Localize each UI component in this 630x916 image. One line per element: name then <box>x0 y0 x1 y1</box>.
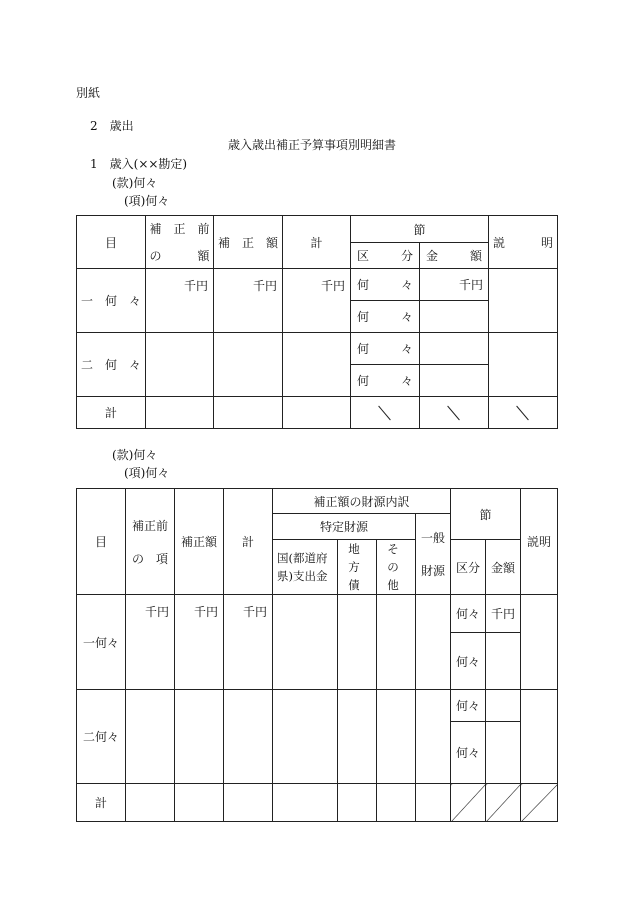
row1-kei-unit: 千円 <box>283 269 351 333</box>
header-kubun <box>351 243 420 269</box>
row1-setsu-2 <box>351 301 420 333</box>
t2-row1-kuni <box>273 595 338 690</box>
row1-s1-b: 々 <box>400 278 413 292</box>
t2-row2-setsumei <box>521 690 558 784</box>
t2-header-hosei: 補正額 <box>175 489 224 595</box>
t2-row1-ippan <box>416 595 451 690</box>
header-kingaku-a: 金 <box>426 249 439 263</box>
t2-header-chihou: 地方債 <box>338 540 377 595</box>
t2-total-kingaku-diagonal <box>486 784 521 822</box>
header-setsu: 節 <box>351 216 489 243</box>
t2-row2-moku: 二何々 <box>77 690 126 784</box>
row2-hosei <box>214 333 283 397</box>
t2-row2-ippan <box>416 690 451 784</box>
row2-kingaku-2 <box>420 365 489 397</box>
t2-row2-kuni <box>273 690 338 784</box>
t2-row2-kubun-1: 何々 <box>451 690 486 722</box>
row2-moku: 二 何 々 <box>77 333 146 397</box>
header-kingaku <box>420 243 489 269</box>
t2-row1-moku: 一何々 <box>77 595 126 690</box>
t2-total-chihou <box>338 784 377 822</box>
total-before <box>146 397 214 429</box>
header-before-line2: の 額 <box>149 249 210 263</box>
section-label: 2 歳出 <box>90 119 134 133</box>
row2-s1-b: 々 <box>400 342 413 356</box>
t2-row2-kubun-2: 何々 <box>451 722 486 784</box>
t2-header-sonota: その他 <box>377 540 416 595</box>
row1-s2-a: 何 <box>357 310 370 324</box>
total-kingaku-slash <box>420 397 489 429</box>
header-kubun-b: 分 <box>400 249 413 263</box>
t2-header-moku: 目 <box>77 489 126 595</box>
t2-total-setsumei-diagonal <box>521 784 558 822</box>
t2-header-before-2: の 項 <box>131 551 168 566</box>
t2-row2-hosei <box>175 690 224 784</box>
total-setsu-slash <box>351 397 420 429</box>
t2-header-ippan-2: 財源 <box>421 564 446 578</box>
row2-s2-b: 々 <box>400 374 413 388</box>
t2-header-zaigen: 補正額の財源内訳 <box>273 489 451 514</box>
total-kei <box>283 397 351 429</box>
row2-kei <box>283 333 351 397</box>
t2-header-kuni: 国(都道府県)支出金 <box>273 540 338 595</box>
t2-row1-sonota <box>377 595 416 690</box>
t2-header-tokutei: 特定財源 <box>273 514 416 540</box>
header-before-line1: 補 正 前 <box>149 222 210 236</box>
t2-row2-kei <box>224 690 273 784</box>
row2-setsu-1 <box>351 333 420 365</box>
t2-row1-kingaku-unit: 千円 <box>486 595 521 633</box>
kou-label-2: (項)何々 <box>124 466 170 480</box>
t2-row2-kingaku-1 <box>486 690 521 722</box>
attachment-label: 別紙 <box>76 86 101 100</box>
t2-total-kei <box>224 784 273 822</box>
t2-header-kei: 計 <box>224 489 273 595</box>
t2-header-kingaku: 金額 <box>486 540 521 595</box>
document-title: 歳入歳出補正予算事項別明細書 <box>228 138 397 152</box>
t2-row1-setsumei <box>521 595 558 690</box>
budget-table-1 <box>76 215 558 429</box>
row1-setsu-1 <box>351 269 420 301</box>
row1-setsumei <box>489 269 558 333</box>
header-setsumei: 説 明 <box>489 216 558 269</box>
header-kubun-a: 区 <box>357 249 370 263</box>
t2-total-kubun-diagonal <box>451 784 486 822</box>
t2-total-sonota <box>377 784 416 822</box>
row2-setsumei <box>489 333 558 397</box>
t2-total-label: 計 <box>77 784 126 822</box>
row1-before-unit: 千円 <box>146 269 214 333</box>
t2-header-setsu: 節 <box>451 489 521 540</box>
total-setsumei-slash <box>489 397 558 429</box>
t2-header-before <box>126 489 175 595</box>
header-kei: 計 <box>283 216 351 269</box>
header-kingaku-b: 額 <box>470 249 483 263</box>
t2-header-ippan <box>416 514 451 595</box>
t2-row1-kei-unit: 千円 <box>224 595 273 690</box>
t2-header-setsumei: 説明 <box>521 489 558 595</box>
t2-total-before <box>126 784 175 822</box>
t2-row1-hosei-unit: 千円 <box>175 595 224 690</box>
kou-label-1: (項)何々 <box>124 194 170 208</box>
row2-kingaku-1 <box>420 333 489 365</box>
t2-header-ippan-1: 一般 <box>421 531 446 545</box>
t2-row2-sonota <box>377 690 416 784</box>
header-moku: 目 <box>77 216 146 269</box>
t2-row1-kingaku-2 <box>486 633 521 690</box>
row2-s1-a: 何 <box>357 342 370 356</box>
row1-kingaku-unit: 千円 <box>420 269 489 301</box>
t2-row1-before-unit: 千円 <box>126 595 175 690</box>
t2-row2-chihou <box>338 690 377 784</box>
t2-total-ippan <box>416 784 451 822</box>
row2-setsu-2 <box>351 365 420 397</box>
row1-kingaku-2 <box>420 301 489 333</box>
kan-label-1: (款)何々 <box>112 176 158 190</box>
t2-row1-kubun-1: 何々 <box>451 595 486 633</box>
row1-s2-b: 々 <box>400 310 413 324</box>
t2-header-kubun: 区分 <box>451 540 486 595</box>
t2-header-before-1: 補正前 <box>131 518 168 533</box>
header-before-amount <box>146 216 214 269</box>
total-label: 計 <box>77 397 146 429</box>
row2-before <box>146 333 214 397</box>
t2-row1-kubun-2: 何々 <box>451 633 486 690</box>
t2-row2-before <box>126 690 175 784</box>
t2-row2-kingaku-2 <box>486 722 521 784</box>
row2-s2-a: 何 <box>357 374 370 388</box>
revenue-heading: 1 歳入(××勘定) <box>90 157 188 171</box>
header-hosei: 補 正 額 <box>214 216 283 269</box>
total-hosei <box>214 397 283 429</box>
budget-table-2 <box>76 488 558 822</box>
t2-total-hosei <box>175 784 224 822</box>
row1-hosei-unit: 千円 <box>214 269 283 333</box>
t2-row1-chihou <box>338 595 377 690</box>
kan-label-2: (款)何々 <box>112 448 158 462</box>
row1-s1-a: 何 <box>357 278 370 292</box>
row1-moku: 一 何 々 <box>77 269 146 333</box>
t2-total-kuni <box>273 784 338 822</box>
